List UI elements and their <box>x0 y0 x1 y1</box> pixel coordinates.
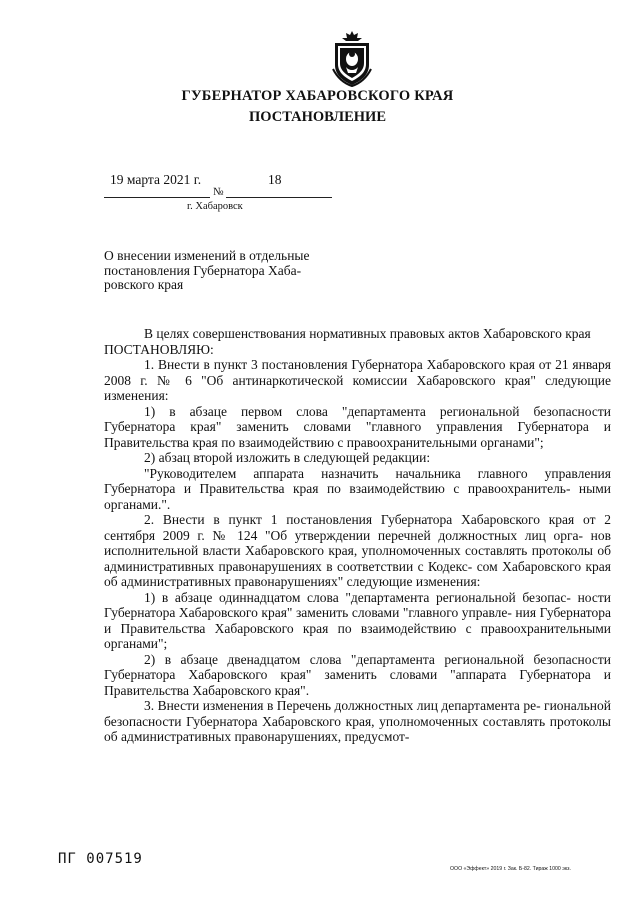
number-label: № <box>213 186 224 198</box>
item-2-paragraph: 2. Внести в пункт 1 постановления Губернатора Хабаровского края от 2 сентября 2009 г. № 124 "Об утверждении перечней должностных лиц орга- нов исполнительной власти Хабаровского края, уполномоченных составлять протоколы об административных правонарушениях в соответствии с Кодекс- сом Хабаровского края об административных правонарушениях" следующие изменения: <box>104 512 611 589</box>
document-date: 19 марта 2021 г. <box>110 172 202 187</box>
item-1-1-paragraph: 1) в абзаце первом слова "департамента региональной безопасности Губернатора края" заменить словами "главного управления Губернатора и Правительства края по взаимодействию с правоохранительными органами"; <box>104 403 611 450</box>
quoted-paragraph: "Руководителем аппарата назначить начальника главного управления Губернатора и Правительства края по взаимодействию с правоохранитель- ными органами.". <box>104 465 611 512</box>
resolution-keyword: ПОСТАНОВЛЯЮ: <box>104 341 214 357</box>
number-underline <box>226 197 332 198</box>
document-body <box>104 326 611 745</box>
printer-imprint: ООО «Эффект» 2019 г. Зак. Б-82. Тираж 1000 экз. <box>450 866 571 872</box>
issuer-title: ГУБЕРНАТОР ХАБАРОВСКОГО КРАЯ <box>181 88 454 104</box>
item-1-paragraph: 1. Внести в пункт 3 постановления Губернатора Хабаровского края от 21 января 2008 г. № 6 "Об антинаркотической комиссии Хабаровского края" следующие изменения: <box>104 357 611 403</box>
subject-line: ровского края <box>104 277 184 292</box>
date-underline <box>104 197 210 198</box>
subject-line: постановления Губернатора Хаба- <box>104 262 302 278</box>
preamble-paragraph: В целях совершенствования нормативных правовых актов Хабаровского края <box>144 326 591 341</box>
item-1-2-paragraph: 2) абзац второй изложить в следующей редакции: <box>144 450 431 465</box>
item-2-2-paragraph: 2) в абзаце двенадцатом слова "департамента региональной безопасности Губернатора Хабаровского края" заменить словами "аппарата Губернатора и Правительства Хабаровского края". <box>104 651 611 698</box>
document-number: 18 <box>268 172 282 187</box>
coat-of-arms-icon <box>329 29 375 87</box>
form-serial-number: ПГ 007519 <box>58 851 143 867</box>
item-3-paragraph: 3. Внести изменения в Перечень должностных лиц департамента ре- гиональной безопасности Губернатора Хабаровского края, уполномоченных составлять протоколы об административных правонарушениях, предусмот- <box>104 698 611 744</box>
city-label: г. Хабаровск <box>187 201 243 212</box>
document-subject <box>104 249 344 293</box>
item-2-1-paragraph: 1) в абзаце одиннадцатом слова "департамента региональной безопас- ности Губернатора Хабаровского края" заменить словами "главного управле- ния Губернатора и Правительства Хабаровского края по взаимодействию с правоохранительными органами"; <box>104 589 611 651</box>
document-type: ПОСТАНОВЛЕНИЕ <box>248 109 386 125</box>
subject-line: О внесении изменений в отдельные <box>104 248 310 263</box>
